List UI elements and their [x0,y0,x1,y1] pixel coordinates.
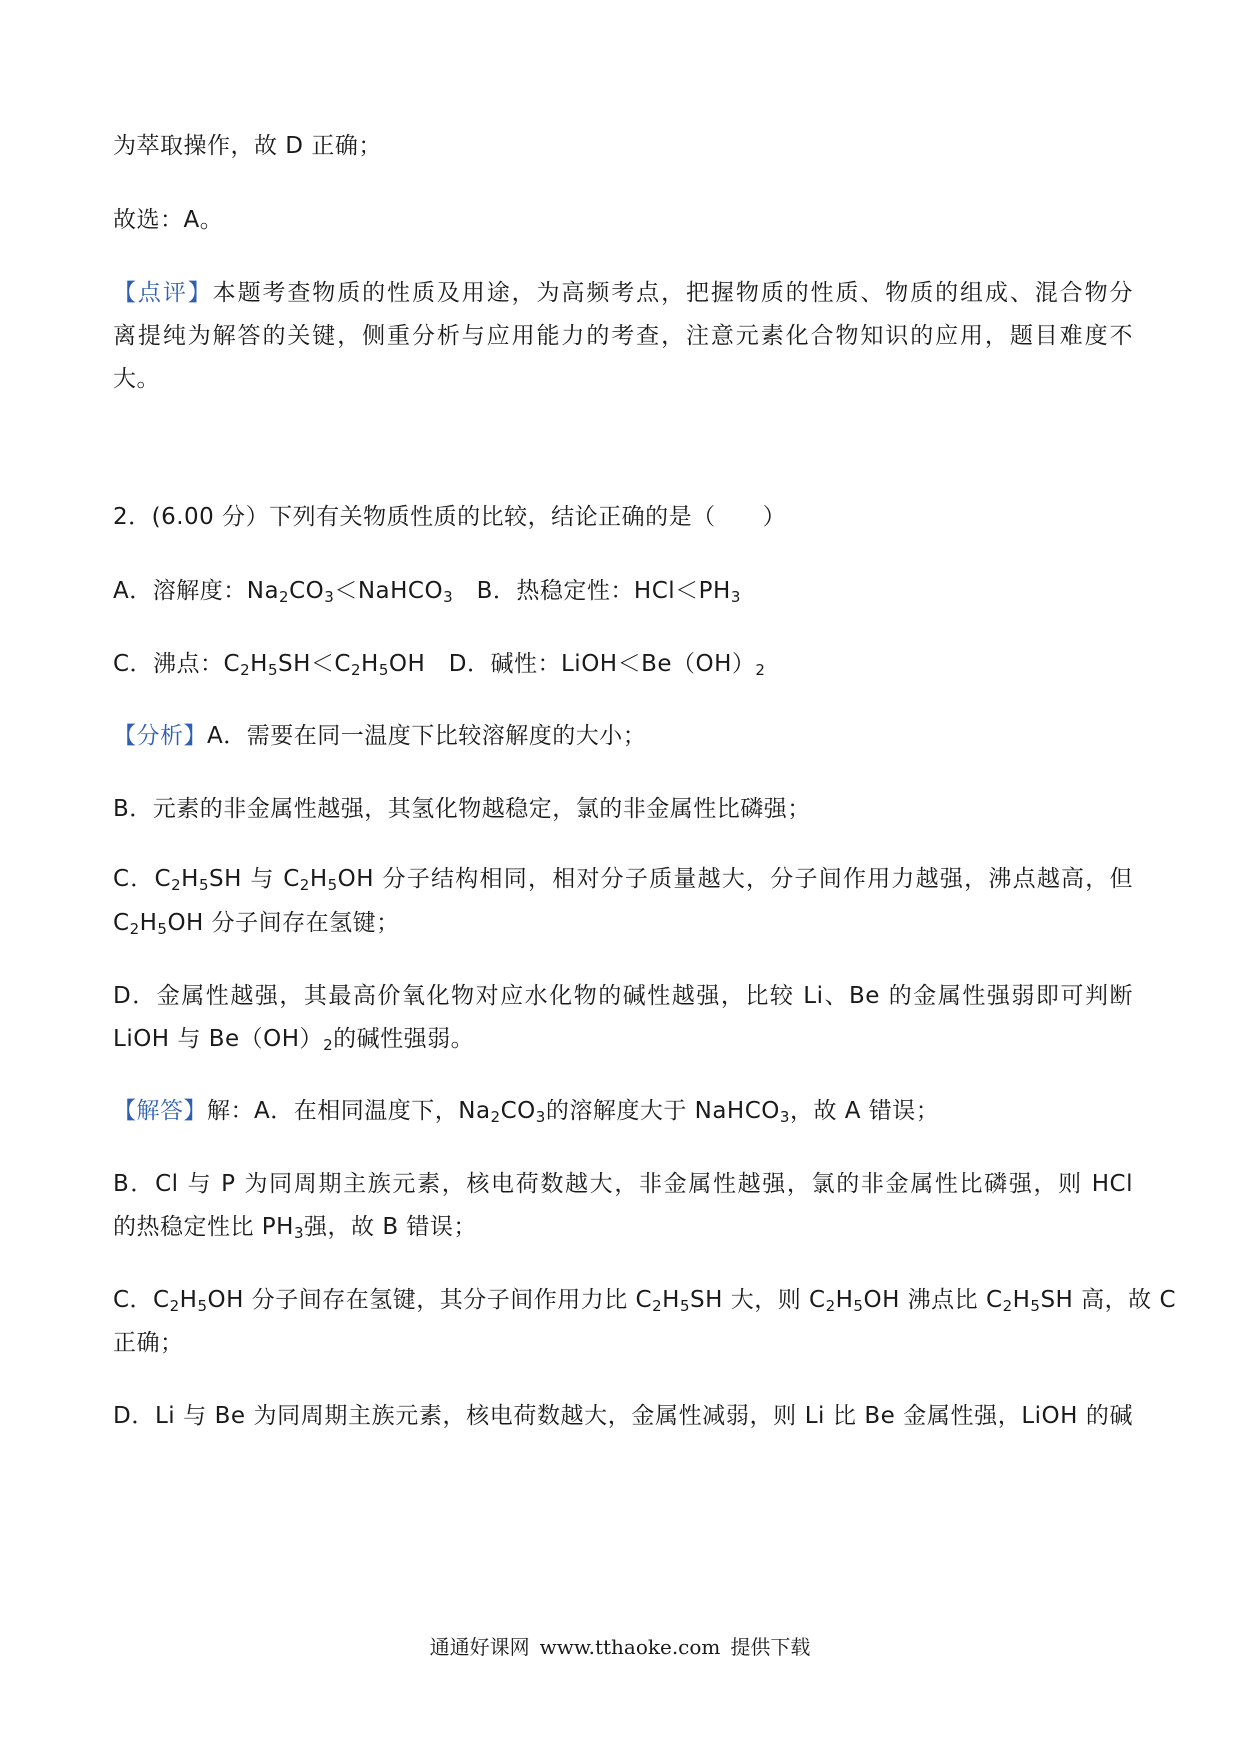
footer-url[interactable]: www.tthaoke.com [539,1635,721,1659]
q1-tail-text: 为萃取操作，故 D 正确； [113,133,382,159]
analysis-a-text: A．需要在同一温度下比较溶解度的大小； [207,723,647,749]
answer-line-c2 [113,1327,1133,1359]
answer-c1-text: C．$C_2H_5OH$ 分子间存在氢键，其分子间作用力比 $C_2H_5SH$ 大，则 $C_2H_5OH$ 沸点比 $C_2H_5SH$ 高，故 C [113,1287,1177,1315]
q1-comment-line-2 [113,320,1133,352]
q2-stem [113,501,1133,533]
analysis-line-c1 [113,863,1133,895]
analysis-line-c2 [113,907,1133,939]
answer-line-a [113,1095,1133,1127]
answer-line-b1 [113,1168,1133,1200]
analysis-d2-text: LiOH 与 $Be(OH)_2$的碱性强弱。 [113,1026,475,1054]
option-a: A．溶解度：$Na_2CO_3<NaHCO_3$ [113,578,454,606]
analysis-c1-text: C．$C_2H_5SH$ 与 $C_2H_5OH$ 分子结构相同，相对分子质量越大，分子间作用力越强，沸点越高，但 [113,866,1134,894]
q1-comment-line-1 [113,277,1133,309]
option-c: C．沸点：$C_2H_5SH<C_2H_5OH$ [113,651,426,679]
footer-site-name: 通通好课网 [429,1635,530,1659]
q1-tail-line [113,130,1133,162]
q1-comment-line-3 [113,363,1133,395]
option-b: B．热稳定性：$HCl<PH_3$ [453,578,741,606]
comment-tag: 【点评】 [113,280,213,306]
answer-tag: 【解答】 [113,1098,207,1124]
analysis-tag: 【分析】 [113,723,207,749]
analysis-line-a [113,720,1133,752]
comment-text-1: 本题考查物质的性质及用途，为高频考点，把握物质的性质、物质的组成、混合物分 [212,280,1134,306]
comment-text-2: 离提纯为解答的关键，侧重分析与应用能力的考查，注意元素化合物知识的应用，题目难度不 [113,323,1133,349]
answer-line-b2 [113,1211,1133,1243]
answer-b2-text: 的热稳定性比 $PH_3$强，故 B 错误； [113,1214,477,1242]
answer-a-text: 解：A．在相同温度下，$Na_2CO_3$的溶解度大于 NaHCO$_3$，故 A 错误； [207,1098,940,1126]
analysis-line-d2 [113,1023,1133,1055]
page-footer [0,1633,1240,1661]
q2-options-cd [113,648,1133,680]
q2-options-ab [113,575,1133,607]
q1-choice-line [113,204,1133,236]
answer-b1-text: B．Cl 与 P 为同周期主族元素，核电荷数越大，非金属性越强，氯的非金属性比磷强，则 HCl [113,1171,1133,1197]
footer-note: 提供下载 [730,1635,811,1659]
answer-line-d1 [113,1400,1133,1432]
analysis-c2-text: $C_2H_5OH$ 分子间存在氢键； [113,910,400,938]
analysis-line-b [113,793,1133,825]
analysis-d1-text: D．金属性越强，其最高价氧化物对应水化物的碱性越强，比较 Li、Be 的金属性强弱即可判断 [113,983,1133,1009]
q2-stem-text: 2．(6.00 分）下列有关物质性质的比较，结论正确的是（ ） [113,504,787,530]
comment-text-3: 大。 [113,366,160,392]
analysis-b-text: B．元素的非金属性越强，其氢化物越稳定，氯的非金属性比磷强； [113,796,811,822]
q1-choice-text: 故选：A。 [113,207,224,233]
analysis-line-d1 [113,980,1133,1012]
answer-line-c1 [113,1284,1177,1316]
answer-d1-text: D．Li 与 Be 为同周期主族元素，核电荷数越大，金属性减弱，则 Li 比 Be 金属性强，LiOH 的碱 [113,1403,1133,1429]
answer-c2-text: 正确； [113,1330,184,1356]
option-d: D．碱性：$LiOH<Be(OH)_2$ [425,651,766,679]
